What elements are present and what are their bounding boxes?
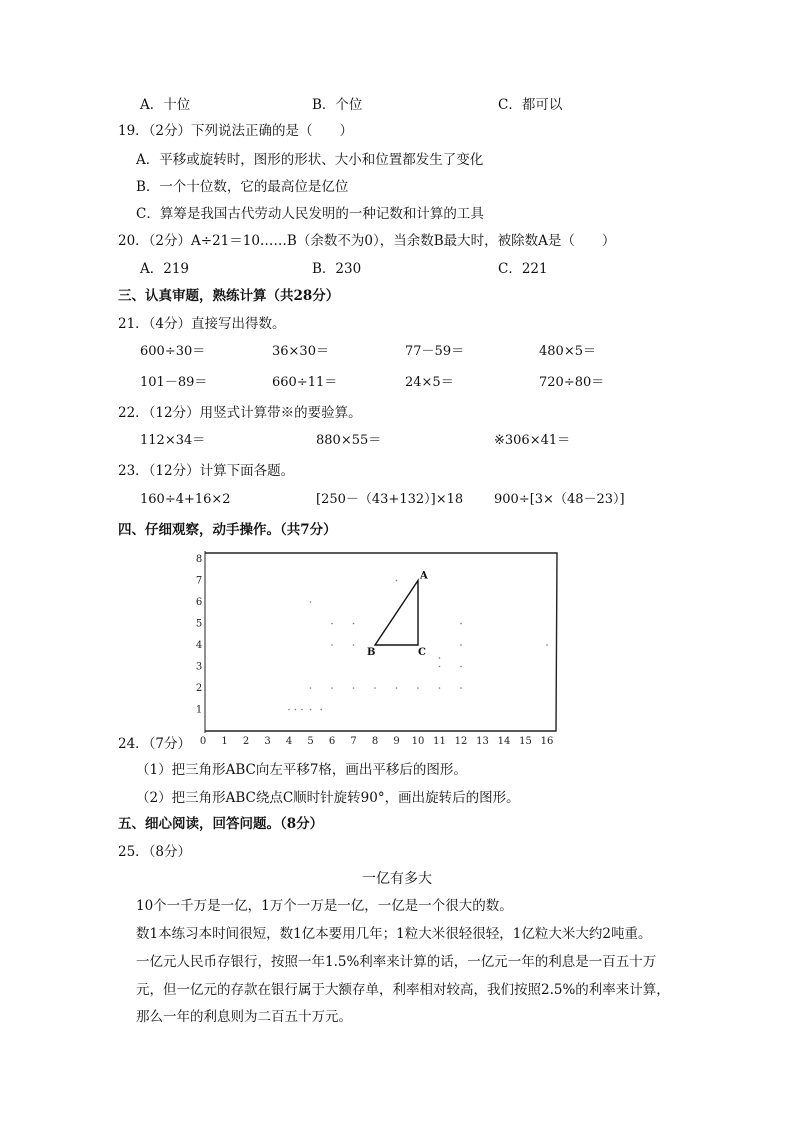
q19-option-a: A．平移或旋转时，图形的形状、大小和位置都发生了变化 xyxy=(136,152,484,168)
grid-dot xyxy=(396,580,398,582)
grid-dot xyxy=(460,687,462,689)
q25-stem: 25．（8分） xyxy=(118,844,192,860)
q21-stem: 21．（4分）直接写出得数。 xyxy=(118,316,286,332)
grid-dot xyxy=(310,601,312,603)
grid-dot xyxy=(353,687,355,689)
q21-r1-c2: 36×30＝ xyxy=(272,344,329,359)
triangle-abc xyxy=(375,581,418,646)
q19-stem: 19．（2分）下列说法正确的是（ ） xyxy=(118,123,354,139)
q20-option-b: B．230 xyxy=(312,261,362,277)
x-tick-label: 2 xyxy=(242,736,250,747)
q20-option-c: C．221 xyxy=(498,261,548,277)
grid-dot xyxy=(310,687,312,689)
grid-dot xyxy=(439,687,441,689)
x-tick-label: 7 xyxy=(350,736,357,747)
grid-dot xyxy=(310,709,312,711)
y-tick-label: 1 xyxy=(195,704,203,716)
grid-dot xyxy=(331,644,333,646)
grid-dot xyxy=(417,687,419,689)
x-tick-label: 12 xyxy=(454,736,468,747)
grid-dot xyxy=(546,644,548,646)
q21-r1-c4: 480×5＝ xyxy=(539,344,596,359)
x-tick-label: 4 xyxy=(285,736,293,747)
grid-dot xyxy=(353,644,355,646)
section-5-heading: 五、细心阅读，回答问题。（8分） xyxy=(118,816,324,832)
y-tick-label: 4 xyxy=(195,640,203,651)
q19-option-c: C．算筹是我国古代劳动人民发明的一种记数和计算的工具 xyxy=(136,206,484,222)
q25-passage-title: 一亿有多大 xyxy=(362,871,432,887)
q18-option-a: A．十位 xyxy=(140,97,191,113)
q18-option-c: C．都可以 xyxy=(498,97,563,113)
q21-r2-c3: 24×5＝ xyxy=(405,375,454,390)
q25-paragraph-5: 那么一年的利息则为二百五十万元。 xyxy=(136,1009,352,1025)
q21-r2-c2: 660÷11＝ xyxy=(272,375,338,390)
y-tick-label: 8 xyxy=(195,554,203,565)
grid-dot xyxy=(460,666,462,668)
q21-r1-c1: 600÷30＝ xyxy=(140,344,206,359)
vertex-label-c: C xyxy=(418,647,426,658)
q23-item-1: 160÷4+16×2 xyxy=(140,492,231,507)
y-tick-label: 5 xyxy=(195,618,203,630)
x-tick-label: 6 xyxy=(328,736,336,747)
q25-paragraph-4: 元，但一亿元的存款在银行属于大额存单，利率相对较高，我们按照2.5%的利率来计算， xyxy=(136,982,670,998)
q22-item-1: 112×34＝ xyxy=(140,433,206,448)
q22-item-3: ※306×41＝ xyxy=(494,433,571,448)
x-tick-label: 16 xyxy=(540,736,554,747)
section-3-heading: 三、认真审题，熟练计算（共28分） xyxy=(118,288,340,304)
grid-dot xyxy=(374,687,376,689)
y-tick-label: 7 xyxy=(195,575,203,587)
x-tick-label: 15 xyxy=(519,736,532,747)
grid-dot xyxy=(301,709,303,711)
q20-stem: 20．（2分）A÷21＝10……B（余数不为0），当余数B最大时，被除数A是（ ） xyxy=(118,233,616,249)
grid-dot xyxy=(331,623,333,625)
q23-item-3: 900÷[3×（48－23）] xyxy=(494,492,625,507)
q24-stem: 24．（7分） xyxy=(118,736,192,752)
q21-r2-c1: 101－89＝ xyxy=(140,375,208,390)
grid-dot xyxy=(288,709,290,711)
x-tick-label: 14 xyxy=(497,736,511,747)
y-tick-label: 2 xyxy=(195,683,203,694)
grid-dot xyxy=(331,687,333,689)
y-tick-label: 3 xyxy=(195,661,203,673)
x-tick-label: 3 xyxy=(264,736,271,747)
q25-paragraph-1: 10个一千万是一亿，1万个一万是一亿，一亿是一个很大的数。 xyxy=(136,898,513,914)
x-tick-label: 13 xyxy=(476,736,489,747)
q21-r1-c3: 77－59＝ xyxy=(405,344,465,359)
q20-option-a: A．219 xyxy=(140,261,190,277)
x-tick-label: 5 xyxy=(307,736,314,747)
grid-border xyxy=(205,553,557,731)
grid-dot xyxy=(439,657,441,659)
q22-item-2: 880×55＝ xyxy=(316,433,382,448)
grid-dot xyxy=(439,666,441,668)
grid-dot xyxy=(460,623,462,625)
grid-dot xyxy=(353,623,355,625)
y-tick-label: 6 xyxy=(195,597,203,608)
grid-dot xyxy=(320,709,322,711)
q24-item-2: （2）把三角形ABC绕点C顺时针旋转90°，画出旋转后的图形。 xyxy=(136,790,520,806)
grid-dot xyxy=(396,687,398,689)
q23-item-2: [250－（43+132）]×18 xyxy=(316,492,464,507)
q22-stem: 22．（12分）用竖式计算带※的要验算。 xyxy=(118,405,362,421)
q23-stem: 23．（12分）计算下面各题。 xyxy=(118,463,295,479)
x-tick-label: 8 xyxy=(371,736,379,747)
x-tick-label: 1 xyxy=(221,736,228,747)
vertex-label-a: A xyxy=(420,570,428,582)
vertex-label-b: B xyxy=(367,647,376,658)
q21-r2-c4: 720÷80＝ xyxy=(539,375,605,390)
section-4-heading: 四、仔细观察，动手操作。（共7分） xyxy=(118,522,337,538)
x-tick-label: 0 xyxy=(199,736,207,747)
q24-item-1: （1）把三角形ABC向左平移7格，画出平移后的图形。 xyxy=(136,762,467,778)
grid-dot xyxy=(295,709,297,711)
q25-paragraph-3: 一亿元人民币存银行，按照一年1.5%利率来计算的话，一亿元一年的利息是一百五十万 xyxy=(136,954,657,970)
x-tick-label: 10 xyxy=(411,736,425,747)
x-tick-label: 9 xyxy=(393,736,400,747)
q19-option-b: B．一个十位数，它的最高位是亿位 xyxy=(136,179,349,195)
q18-option-b: B．个位 xyxy=(312,97,363,113)
grid-dot xyxy=(460,644,462,646)
x-tick-label: 11 xyxy=(433,736,446,747)
q25-paragraph-2: 数1本练习本时间很短，数1亿本要用几年；1粒大米很轻很轻，1亿粒大米大约2吨重。 xyxy=(136,926,652,942)
